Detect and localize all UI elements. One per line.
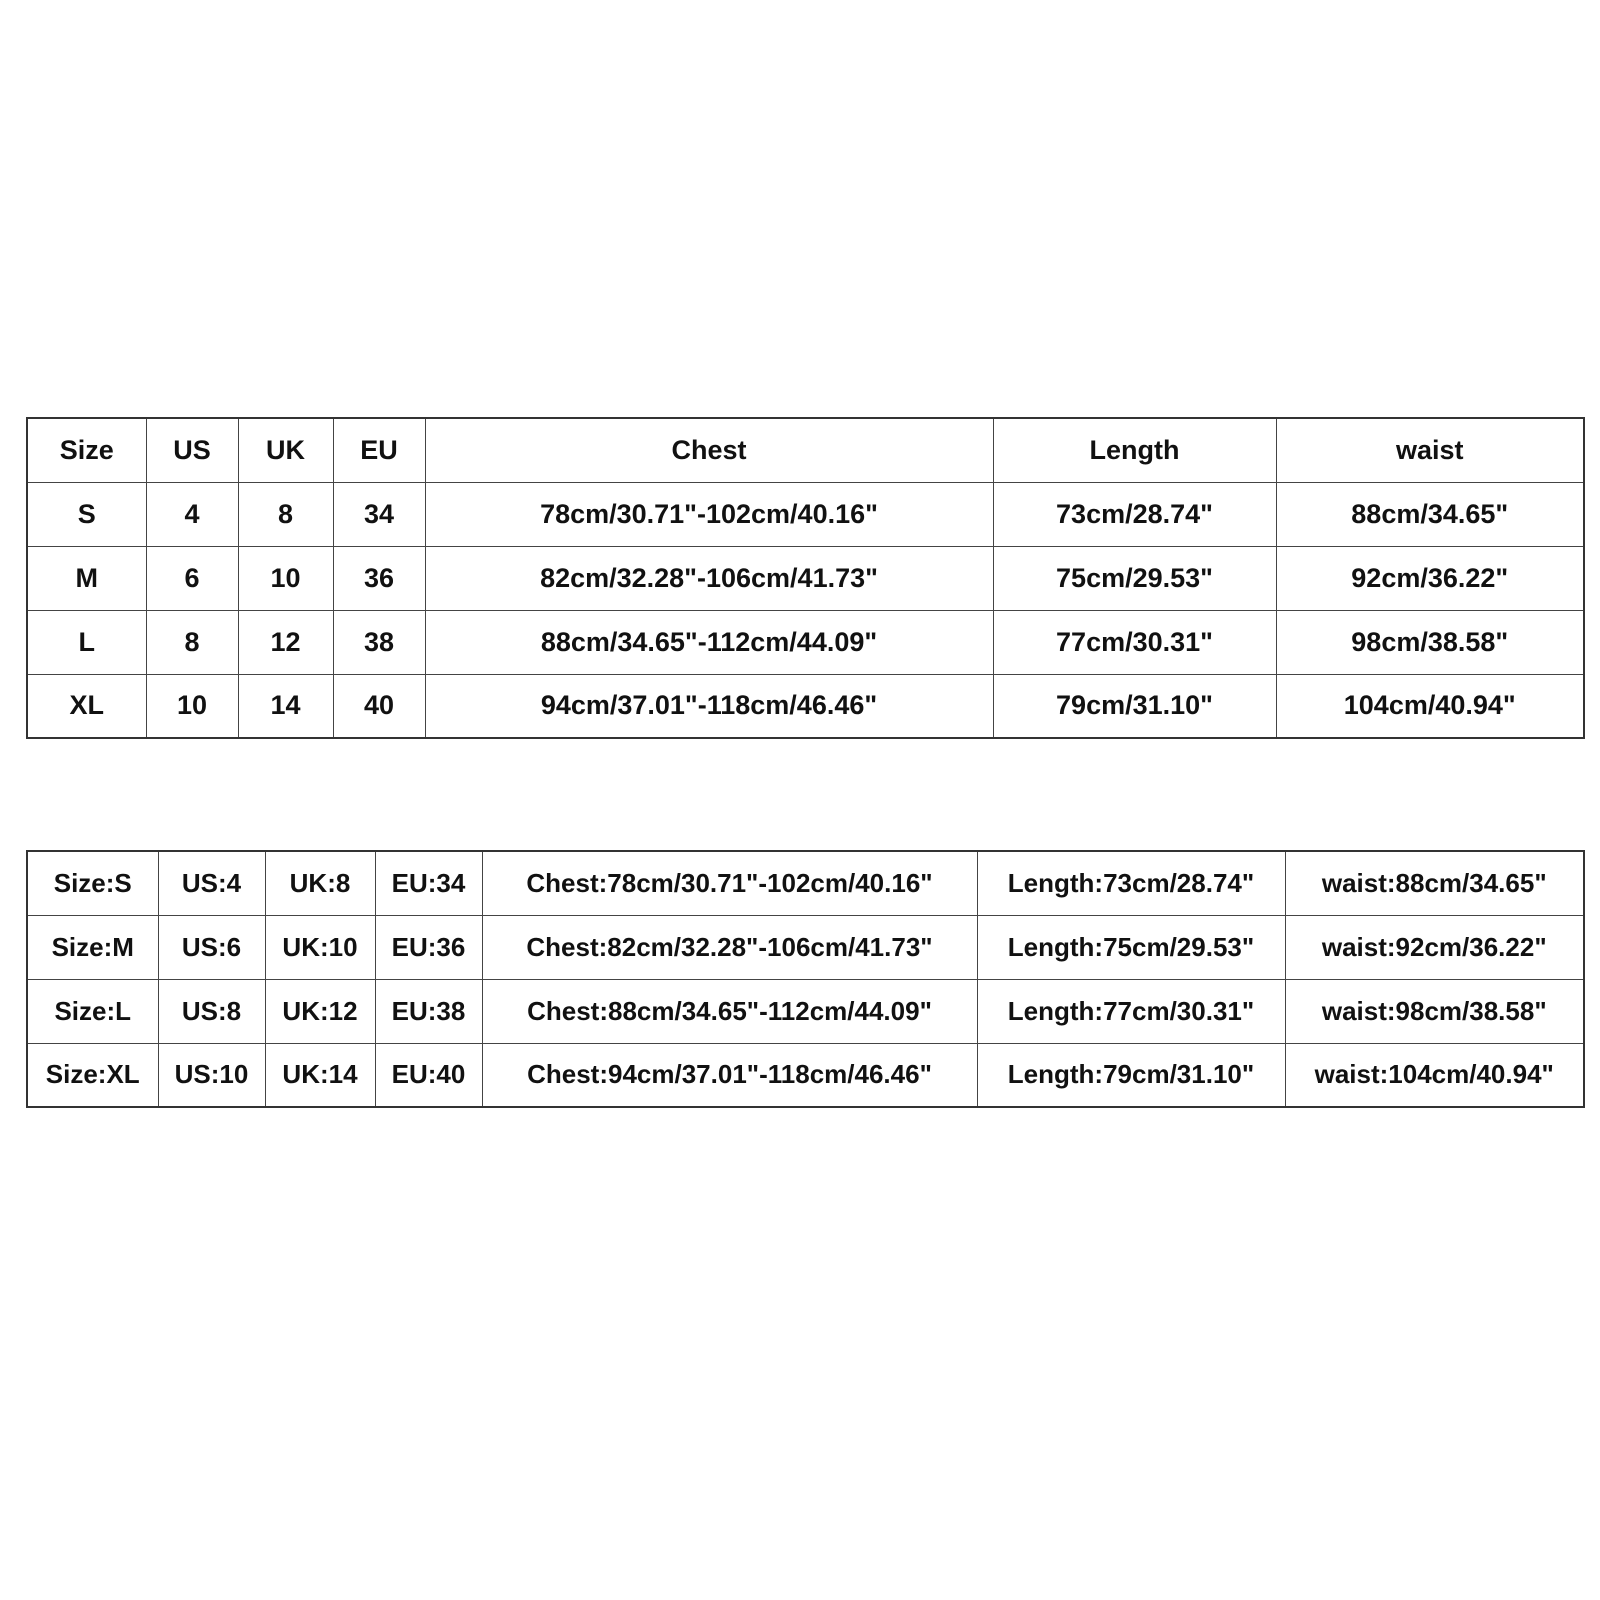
length-cell: Length:75cm/29.53" (977, 915, 1285, 979)
waist-cell: waist:104cm/40.94" (1285, 1043, 1584, 1107)
table-row (27, 915, 1584, 979)
us-cell: 6 (146, 546, 238, 610)
eu-cell: 36 (333, 546, 425, 610)
size-cell: Size:L (27, 979, 158, 1043)
size-cell: L (27, 610, 146, 674)
table-row (27, 546, 1584, 610)
size-cell: Size:XL (27, 1043, 158, 1107)
eu-cell: EU:34 (375, 851, 482, 915)
us-cell: US:6 (158, 915, 265, 979)
table-row (27, 851, 1584, 915)
chest-cell: 82cm/32.28"-106cm/41.73" (425, 546, 993, 610)
size-cell: M (27, 546, 146, 610)
length-cell: Length:79cm/31.10" (977, 1043, 1285, 1107)
waist-cell: waist:98cm/38.58" (1285, 979, 1584, 1043)
us-cell: US:10 (158, 1043, 265, 1107)
chest-cell: Chest:82cm/32.28"-106cm/41.73" (482, 915, 977, 979)
us-cell: 10 (146, 674, 238, 738)
waist-cell: waist:92cm/36.22" (1285, 915, 1584, 979)
length-cell: Length:73cm/28.74" (977, 851, 1285, 915)
chest-cell: 88cm/34.65"-112cm/44.09" (425, 610, 993, 674)
size-list-table (26, 850, 1585, 1108)
size-cell: S (27, 482, 146, 546)
chest-cell: Chest:78cm/30.71"-102cm/40.16" (482, 851, 977, 915)
uk-cell: 12 (238, 610, 333, 674)
header-us: US (146, 418, 238, 482)
length-cell: 77cm/30.31" (993, 610, 1276, 674)
us-cell: 4 (146, 482, 238, 546)
uk-cell: UK:10 (265, 915, 375, 979)
size-cell: XL (27, 674, 146, 738)
chest-cell: 94cm/37.01"-118cm/46.46" (425, 674, 993, 738)
length-cell: Length:77cm/30.31" (977, 979, 1285, 1043)
uk-cell: 14 (238, 674, 333, 738)
uk-cell: UK:14 (265, 1043, 375, 1107)
header-uk: UK (238, 418, 333, 482)
chest-cell: 78cm/30.71"-102cm/40.16" (425, 482, 993, 546)
uk-cell: UK:12 (265, 979, 375, 1043)
length-cell: 79cm/31.10" (993, 674, 1276, 738)
eu-cell: EU:40 (375, 1043, 482, 1107)
uk-cell: 10 (238, 546, 333, 610)
us-cell: US:8 (158, 979, 265, 1043)
us-cell: 8 (146, 610, 238, 674)
header-length: Length (993, 418, 1276, 482)
header-size: Size (27, 418, 146, 482)
waist-cell: 98cm/38.58" (1276, 610, 1584, 674)
table-row (27, 482, 1584, 546)
uk-cell: UK:8 (265, 851, 375, 915)
table-header-row (27, 418, 1584, 482)
waist-cell: waist:88cm/34.65" (1285, 851, 1584, 915)
header-waist: waist (1276, 418, 1584, 482)
size-cell: Size:M (27, 915, 158, 979)
table-row (27, 979, 1584, 1043)
eu-cell: EU:36 (375, 915, 482, 979)
length-cell: 75cm/29.53" (993, 546, 1276, 610)
us-cell: US:4 (158, 851, 265, 915)
uk-cell: 8 (238, 482, 333, 546)
eu-cell: 34 (333, 482, 425, 546)
waist-cell: 92cm/36.22" (1276, 546, 1584, 610)
header-chest: Chest (425, 418, 993, 482)
size-cell: Size:S (27, 851, 158, 915)
waist-cell: 104cm/40.94" (1276, 674, 1584, 738)
eu-cell: EU:38 (375, 979, 482, 1043)
eu-cell: 40 (333, 674, 425, 738)
length-cell: 73cm/28.74" (993, 482, 1276, 546)
chest-cell: Chest:94cm/37.01"-118cm/46.46" (482, 1043, 977, 1107)
table-row (27, 674, 1584, 738)
size-chart-table (26, 417, 1585, 739)
table-row (27, 1043, 1584, 1107)
eu-cell: 38 (333, 610, 425, 674)
table-row (27, 610, 1584, 674)
waist-cell: 88cm/34.65" (1276, 482, 1584, 546)
chest-cell: Chest:88cm/34.65"-112cm/44.09" (482, 979, 977, 1043)
header-eu: EU (333, 418, 425, 482)
